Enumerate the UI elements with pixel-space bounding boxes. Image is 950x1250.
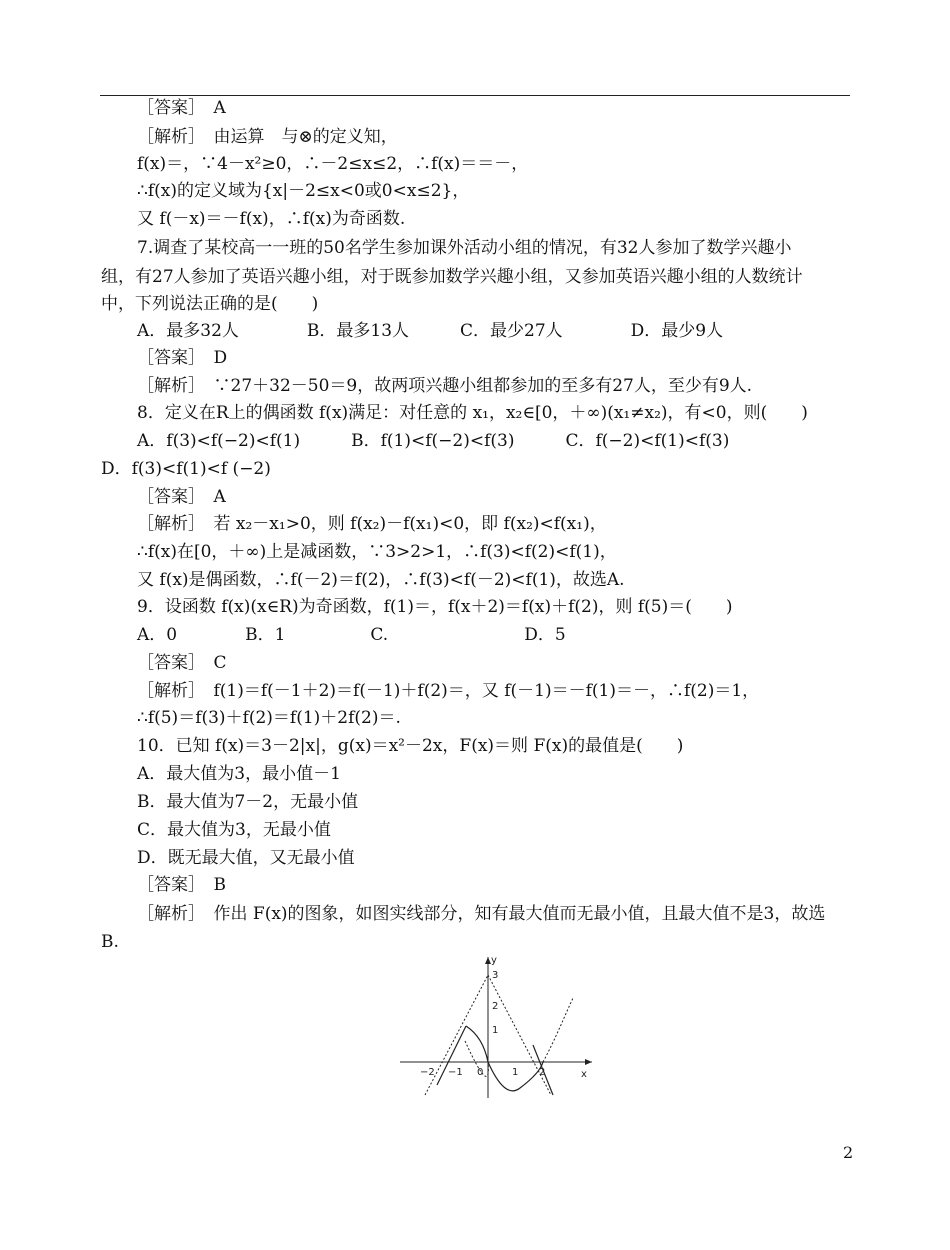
- x-axis-arrow: [585, 1059, 592, 1065]
- question-9: 9．设函数 f(x)(x∈R)为奇函数，f(1)＝，f(x＋2)＝f(x)＋f(2)，则 f(5)＝( ): [137, 597, 733, 617]
- analysis-7: ［解析］ ∵27＋32－50＝9，故两项兴趣小组都参加的至多有27人，至少有9人.: [137, 376, 753, 396]
- x-tick-1: 1: [512, 1067, 519, 1078]
- y-axis-label: y: [491, 955, 497, 966]
- answer-label-8: ［答案］ A: [137, 487, 226, 507]
- question-7-options: A．最多32人 B．最多13人 C．最少27人 D．最少9人: [137, 321, 724, 341]
- question-7-line3: 中，下列说法正确的是( ): [101, 294, 319, 314]
- solid-curve-middle: [466, 1026, 546, 1091]
- x-tick-neg2: −2: [420, 1067, 435, 1078]
- header-rule: [100, 95, 850, 96]
- x-tick-0: 0: [477, 1067, 484, 1078]
- analysis-6-line4: 又 f(－x)＝－f(x)，∴f(x)为奇函数.: [137, 209, 406, 229]
- x-axis-label: x: [581, 1069, 587, 1080]
- answer-label-6: ［答案］ A: [137, 98, 226, 118]
- question-8-options-abc: A．f(3)<f(−2)<f(1) B．f(1)<f(−2)<f(3) C．f(−2)<f(1)<f(3): [137, 431, 730, 451]
- question-10-option-c: C．最大值为3，无最小值: [137, 820, 331, 840]
- answer-label-7: ［答案］ D: [137, 348, 228, 368]
- y-tick-2: 2: [492, 1001, 499, 1012]
- question-7-line1: 7.调查了某校高一一班的50名学生参加课外活动小组的情况，有32人参加了数学兴趣小: [137, 238, 792, 258]
- dotted-parabola-right: [543, 998, 573, 1062]
- answer-label-10: ［答案］ B: [137, 875, 226, 895]
- question-10-option-a: A．最大值为3，最小值－1: [137, 764, 341, 784]
- answer-label-9: ［答案］ C: [137, 653, 227, 673]
- analysis-8-line2: ∴f(x)在[0，＋∞)上是减函数，∵3>2>1，∴f(3)<f(2)<f(1)，: [137, 542, 617, 562]
- analysis-8-line1: ［解析］ 若 x₂－x₁>0，则 f(x₂)－f(x₁)<0，即 f(x₂)<f(x₁)，: [137, 514, 607, 534]
- analysis-6-line2: f(x)＝，∵4－x²≥0，∴－2≤x≤2，∴f(x)＝＝－，: [137, 154, 529, 174]
- question-7-line2: 组，有27人参加了英语兴趣小组，对于既参加数学兴趣小组，又参加英语兴趣小组的人数统计: [101, 267, 803, 287]
- analysis-10-line2: B.: [101, 932, 119, 952]
- analysis-9-line2: ∴f(5)＝f(3)＋f(2)＝f(1)＋2f(2)＝.: [137, 708, 401, 728]
- y-tick-3: 3: [492, 970, 499, 981]
- analysis-6-line3: ∴f(x)的定义域为{x|－2≤x<0或0<x≤2}，: [137, 181, 470, 201]
- question-8-option-d: D．f(3)<f(1)<f (−2): [101, 459, 271, 479]
- analysis-6-line1: ［解析］ 由运算 与⊗的定义知，: [137, 127, 398, 147]
- analysis-8-line3: 又 f(x)是偶函数，∴f(－2)＝f(2)，∴f(3)<f(－2)<f(1)，故选A.: [137, 570, 625, 590]
- function-graph: [395, 955, 595, 1105]
- y-tick-1: 1: [492, 1025, 499, 1036]
- question-10-option-b: B．最大值为7－2，无最小值: [137, 792, 359, 812]
- analysis-9-line1: ［解析］ f(1)＝f(－1＋2)＝f(－1)＋f(2)＝，又 f(－1)＝－f(1)＝－，∴f(2)＝1，: [137, 681, 760, 701]
- page-number: 2: [843, 1143, 854, 1162]
- question-10-option-d: D．既无最大值，又无最小值: [137, 848, 355, 868]
- question-9-options: A．0 B．1 C. D．5: [137, 625, 566, 645]
- x-tick-2: 2: [539, 1067, 546, 1078]
- question-8: 8．定义在R上的偶函数 f(x)满足：对任意的 x₁，x₂∈[0，＋∞)(x₁≠x₂)，有<0，则( ): [137, 403, 808, 423]
- question-10: 10．已知 f(x)＝3－2|x|，g(x)＝x²－2x，F(x)＝则 F(x)的最值是( ): [137, 736, 684, 756]
- analysis-10-line1: ［解析］ 作出 F(x)的图象，如图实线部分，知有最大值而无最小值，且最大值不是3，故选: [137, 904, 826, 924]
- x-tick-neg1: −1: [448, 1067, 463, 1078]
